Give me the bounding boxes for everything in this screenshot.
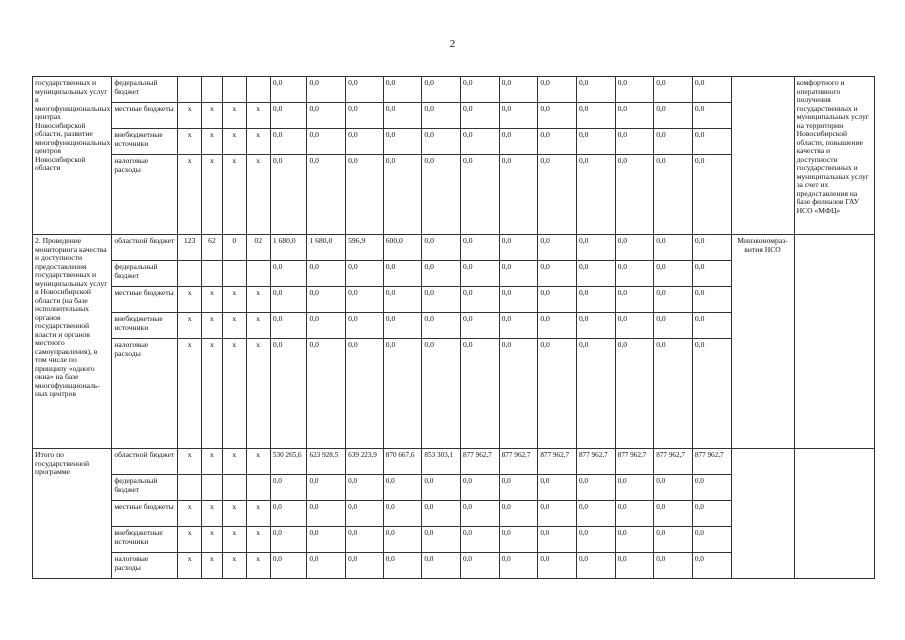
- amount-cell: 0,0: [383, 475, 422, 501]
- amount-cell: 0,0: [383, 261, 422, 287]
- amount-cell: 0,0: [383, 103, 422, 129]
- budget-code-cell: x: [246, 103, 270, 129]
- budget-code-cell: x: [178, 287, 201, 313]
- executor-cell: Минэкономраз-вития НСО: [731, 235, 794, 449]
- budget-code-cell: x: [178, 103, 201, 129]
- activity-name-cell: государственных и муниципальных услуг в многофункциональных центрах Новосибирской области, развитие многофункциональных центров Новосибирской области: [33, 77, 112, 235]
- amount-cell: 877 962,7: [615, 449, 654, 475]
- funding-source-cell: местные бюджеты: [112, 501, 178, 527]
- amount-cell: 853 303,1: [422, 449, 461, 475]
- amount-cell: 0,0: [346, 77, 384, 103]
- budget-code-cell: x: [178, 155, 201, 235]
- budget-code-cell: x: [223, 129, 246, 155]
- amount-cell: 0,0: [270, 475, 307, 501]
- amount-cell: 0,0: [422, 553, 461, 579]
- amount-cell: 0,0: [538, 475, 577, 501]
- amount-cell: 0,0: [383, 313, 422, 339]
- amount-cell: 0,0: [538, 103, 577, 129]
- amount-cell: 0,0: [346, 103, 384, 129]
- amount-cell: 0,0: [346, 155, 384, 235]
- amount-cell: 0,0: [615, 339, 654, 449]
- amount-cell: 0,0: [538, 287, 577, 313]
- budget-code-cell: x: [178, 527, 201, 553]
- amount-cell: 0,0: [499, 261, 538, 287]
- amount-cell: 0,0: [461, 129, 500, 155]
- budget-code-cell: [201, 261, 222, 287]
- funding-source-cell: местные бюджеты: [112, 287, 178, 313]
- amount-cell: 877 962,7: [499, 449, 538, 475]
- amount-cell: 0,0: [538, 501, 577, 527]
- amount-cell: 1 680,0: [307, 235, 346, 261]
- budget-code-cell: x: [201, 527, 222, 553]
- funding-source-cell: налоговые расходы: [112, 155, 178, 235]
- amount-cell: 0,0: [654, 103, 693, 129]
- amount-cell: 0,0: [346, 313, 384, 339]
- activity-name-cell: Итого по государственной программе: [33, 449, 112, 579]
- amount-cell: 0,0: [654, 77, 693, 103]
- amount-cell: 0,0: [538, 313, 577, 339]
- amount-cell: 0,0: [422, 339, 461, 449]
- budget-code-cell: [178, 475, 201, 501]
- amount-cell: 0,0: [461, 527, 500, 553]
- table-row: [33, 77, 875, 103]
- budget-code-cell: [246, 475, 270, 501]
- amount-cell: 0,0: [270, 77, 307, 103]
- amount-cell: 0,0: [422, 261, 461, 287]
- amount-cell: 0,0: [383, 527, 422, 553]
- budget-code-cell: [223, 77, 246, 103]
- budget-code-cell: 62: [201, 235, 222, 261]
- budget-code-cell: x: [246, 339, 270, 449]
- amount-cell: 596,9: [346, 235, 384, 261]
- budget-code-cell: [201, 77, 222, 103]
- amount-cell: 0,0: [692, 287, 731, 313]
- amount-cell: 0,0: [270, 501, 307, 527]
- amount-cell: 0,0: [692, 129, 731, 155]
- amount-cell: 0,0: [654, 339, 693, 449]
- funding-source-cell: внебюджетные источники: [112, 527, 178, 553]
- amount-cell: 0,0: [461, 553, 500, 579]
- amount-cell: 0,0: [538, 235, 577, 261]
- budget-code-cell: x: [201, 155, 222, 235]
- amount-cell: 0,0: [654, 261, 693, 287]
- budget-code-cell: x: [201, 449, 222, 475]
- funding-source-cell: налоговые расходы: [112, 339, 178, 449]
- amount-cell: 0,0: [538, 339, 577, 449]
- budget-code-cell: x: [178, 449, 201, 475]
- amount-cell: 0,0: [461, 77, 500, 103]
- amount-cell: 0,0: [692, 501, 731, 527]
- budget-code-cell: x: [178, 313, 201, 339]
- amount-cell: 0,0: [576, 77, 615, 103]
- budget-code-cell: x: [201, 501, 222, 527]
- budget-code-cell: x: [246, 129, 270, 155]
- amount-cell: 0,0: [538, 129, 577, 155]
- amount-cell: 0,0: [422, 129, 461, 155]
- budget-code-cell: x: [178, 501, 201, 527]
- amount-cell: 0,0: [538, 527, 577, 553]
- amount-cell: 0,0: [615, 155, 654, 235]
- budget-code-cell: x: [246, 527, 270, 553]
- amount-cell: 0,0: [615, 313, 654, 339]
- amount-cell: 0,0: [692, 527, 731, 553]
- budget-code-cell: x: [201, 287, 222, 313]
- amount-cell: 0,0: [576, 261, 615, 287]
- expected-result-cell: [794, 449, 874, 579]
- amount-cell: 0,0: [307, 501, 346, 527]
- amount-cell: 0,0: [576, 527, 615, 553]
- budget-code-cell: [201, 475, 222, 501]
- amount-cell: 0,0: [692, 77, 731, 103]
- amount-cell: 0,0: [422, 287, 461, 313]
- amount-cell: 0,0: [576, 553, 615, 579]
- amount-cell: 0,0: [270, 261, 307, 287]
- amount-cell: 0,0: [307, 527, 346, 553]
- amount-cell: 0,0: [654, 129, 693, 155]
- amount-cell: 0,0: [692, 103, 731, 129]
- amount-cell: 0,0: [654, 501, 693, 527]
- amount-cell: 0,0: [383, 287, 422, 313]
- amount-cell: 870 667,6: [383, 449, 422, 475]
- amount-cell: 600,0: [383, 235, 422, 261]
- amount-cell: 0,0: [499, 553, 538, 579]
- amount-cell: 0,0: [499, 313, 538, 339]
- budget-code-cell: x: [223, 501, 246, 527]
- funding-source-cell: федеральный бюджет: [112, 475, 178, 501]
- amount-cell: 0,0: [270, 155, 307, 235]
- executor-cell: [731, 77, 794, 235]
- budget-code-cell: [246, 261, 270, 287]
- amount-cell: 0,0: [576, 339, 615, 449]
- amount-cell: 0,0: [615, 475, 654, 501]
- budget-code-cell: x: [223, 313, 246, 339]
- budget-code-cell: x: [223, 287, 246, 313]
- amount-cell: 0,0: [346, 553, 384, 579]
- amount-cell: 0,0: [576, 103, 615, 129]
- amount-cell: 0,0: [461, 235, 500, 261]
- amount-cell: 0,0: [654, 235, 693, 261]
- budget-code-cell: x: [246, 449, 270, 475]
- amount-cell: 0,0: [461, 261, 500, 287]
- budget-code-cell: x: [178, 553, 201, 579]
- amount-cell: 0,0: [576, 501, 615, 527]
- amount-cell: 0,0: [576, 129, 615, 155]
- amount-cell: 0,0: [499, 475, 538, 501]
- amount-cell: 0,0: [307, 103, 346, 129]
- amount-cell: 0,0: [692, 339, 731, 449]
- budget-code-cell: [178, 261, 201, 287]
- amount-cell: 0,0: [307, 155, 346, 235]
- budget-code-cell: x: [201, 339, 222, 449]
- amount-cell: 0,0: [654, 287, 693, 313]
- amount-cell: 0,0: [576, 313, 615, 339]
- amount-cell: 0,0: [499, 287, 538, 313]
- amount-cell: 0,0: [615, 103, 654, 129]
- amount-cell: 0,0: [499, 155, 538, 235]
- amount-cell: 0,0: [461, 287, 500, 313]
- amount-cell: 0,0: [383, 501, 422, 527]
- amount-cell: 877 962,7: [576, 449, 615, 475]
- budget-code-cell: [246, 77, 270, 103]
- activity-name-cell: 2. Проведение мониторинга качества и доступности предоставления государственных и муниципальных услуг в Новосибирской области (на базе исполнительных органов государственной власти и органов местного самоуправления), в том числе по принципу «одного окна» на базе многофункциональ-ных центров: [33, 235, 112, 449]
- amount-cell: 0,0: [654, 313, 693, 339]
- budget-table: [32, 76, 875, 579]
- amount-cell: 0,0: [461, 313, 500, 339]
- amount-cell: 0,0: [692, 261, 731, 287]
- amount-cell: 0,0: [461, 155, 500, 235]
- amount-cell: 0,0: [422, 155, 461, 235]
- amount-cell: 0,0: [270, 103, 307, 129]
- budget-code-cell: x: [223, 339, 246, 449]
- funding-source-cell: федеральный бюджет: [112, 77, 178, 103]
- amount-cell: 0,0: [654, 155, 693, 235]
- amount-cell: 877 962,7: [538, 449, 577, 475]
- budget-code-cell: x: [246, 501, 270, 527]
- budget-code-cell: x: [201, 103, 222, 129]
- budget-code-cell: [178, 77, 201, 103]
- amount-cell: 877 962,7: [654, 449, 693, 475]
- budget-code-cell: x: [223, 103, 246, 129]
- amount-cell: 0,0: [461, 103, 500, 129]
- funding-source-cell: внебюджетные источники: [112, 129, 178, 155]
- amount-cell: 877 962,7: [461, 449, 500, 475]
- funding-source-cell: федеральный бюджет: [112, 261, 178, 287]
- amount-cell: 0,0: [538, 77, 577, 103]
- budget-code-cell: x: [201, 313, 222, 339]
- amount-cell: 0,0: [307, 475, 346, 501]
- amount-cell: 0,0: [461, 501, 500, 527]
- amount-cell: 0,0: [422, 313, 461, 339]
- amount-cell: 0,0: [422, 527, 461, 553]
- amount-cell: 0,0: [576, 475, 615, 501]
- amount-cell: 0,0: [615, 553, 654, 579]
- amount-cell: 0,0: [422, 475, 461, 501]
- amount-cell: 0,0: [307, 261, 346, 287]
- amount-cell: 0,0: [692, 313, 731, 339]
- amount-cell: 0,0: [615, 235, 654, 261]
- budget-code-cell: x: [223, 155, 246, 235]
- amount-cell: 0,0: [307, 287, 346, 313]
- amount-cell: 0,0: [499, 77, 538, 103]
- amount-cell: 0,0: [499, 235, 538, 261]
- amount-cell: 0,0: [538, 261, 577, 287]
- amount-cell: 0,0: [576, 155, 615, 235]
- amount-cell: 0,0: [615, 261, 654, 287]
- amount-cell: 0,0: [692, 235, 731, 261]
- amount-cell: 0,0: [422, 235, 461, 261]
- amount-cell: 0,0: [270, 313, 307, 339]
- amount-cell: 0,0: [654, 475, 693, 501]
- budget-code-cell: x: [223, 553, 246, 579]
- amount-cell: 0,0: [461, 475, 500, 501]
- amount-cell: 0,0: [499, 103, 538, 129]
- budget-code-cell: 123: [178, 235, 201, 261]
- amount-cell: 0,0: [307, 77, 346, 103]
- amount-cell: 0,0: [307, 339, 346, 449]
- amount-cell: 0,0: [461, 339, 500, 449]
- amount-cell: 0,0: [383, 339, 422, 449]
- amount-cell: 0,0: [307, 313, 346, 339]
- amount-cell: 0,0: [346, 339, 384, 449]
- amount-cell: 0,0: [346, 501, 384, 527]
- amount-cell: 0,0: [422, 77, 461, 103]
- budget-code-cell: x: [178, 129, 201, 155]
- budget-code-cell: [223, 261, 246, 287]
- amount-cell: 0,0: [307, 129, 346, 155]
- amount-cell: 623 928,5: [307, 449, 346, 475]
- amount-cell: 877 962,7: [692, 449, 731, 475]
- amount-cell: 0,0: [615, 77, 654, 103]
- amount-cell: 1 680,0: [270, 235, 307, 261]
- budget-code-cell: x: [246, 155, 270, 235]
- amount-cell: 0,0: [692, 155, 731, 235]
- table-row: [33, 449, 875, 475]
- amount-cell: 0,0: [270, 129, 307, 155]
- amount-cell: 0,0: [307, 553, 346, 579]
- amount-cell: 0,0: [692, 475, 731, 501]
- amount-cell: 0,0: [576, 235, 615, 261]
- amount-cell: 0,0: [615, 501, 654, 527]
- expected-result-cell: [794, 235, 874, 449]
- budget-code-cell: [223, 475, 246, 501]
- amount-cell: 0,0: [270, 553, 307, 579]
- amount-cell: 0,0: [346, 261, 384, 287]
- amount-cell: 0,0: [270, 527, 307, 553]
- table-row: [33, 235, 875, 261]
- amount-cell: 0,0: [383, 155, 422, 235]
- amount-cell: 0,0: [383, 129, 422, 155]
- budget-code-cell: 0: [223, 235, 246, 261]
- budget-code-cell: x: [178, 339, 201, 449]
- amount-cell: 639 223,9: [346, 449, 384, 475]
- amount-cell: 0,0: [346, 527, 384, 553]
- amount-cell: 0,0: [615, 129, 654, 155]
- budget-code-cell: x: [246, 287, 270, 313]
- amount-cell: 0,0: [346, 129, 384, 155]
- amount-cell: 0,0: [692, 553, 731, 579]
- amount-cell: 0,0: [499, 339, 538, 449]
- amount-cell: 0,0: [383, 77, 422, 103]
- amount-cell: 0,0: [576, 287, 615, 313]
- budget-code-cell: 02: [246, 235, 270, 261]
- amount-cell: 0,0: [538, 155, 577, 235]
- budget-code-cell: x: [223, 527, 246, 553]
- amount-cell: 0,0: [499, 129, 538, 155]
- amount-cell: 530 265,6: [270, 449, 307, 475]
- amount-cell: 0,0: [499, 527, 538, 553]
- amount-cell: 0,0: [615, 527, 654, 553]
- executor-cell: [731, 449, 794, 579]
- funding-source-cell: внебюджетные источники: [112, 313, 178, 339]
- amount-cell: 0,0: [654, 553, 693, 579]
- budget-code-cell: x: [246, 313, 270, 339]
- funding-source-cell: налоговые расходы: [112, 553, 178, 579]
- amount-cell: 0,0: [654, 527, 693, 553]
- amount-cell: 0,0: [422, 501, 461, 527]
- funding-source-cell: местные бюджеты: [112, 103, 178, 129]
- amount-cell: 0,0: [499, 501, 538, 527]
- funding-source-cell: областной бюджет: [112, 235, 178, 261]
- page-number: 2: [449, 38, 456, 50]
- expected-result-cell: комфортного и оперативного получения государственных и муниципальных услуг на территории Новосибирской области, повышение качества и доступности государственных и муниципальных услуг за счет их предоставления на базе филиалов ГАУ НСО «МФЦ»: [794, 77, 874, 235]
- amount-cell: 0,0: [346, 475, 384, 501]
- budget-code-cell: x: [223, 449, 246, 475]
- funding-source-cell: областной бюджет: [112, 449, 178, 475]
- amount-cell: 0,0: [422, 103, 461, 129]
- amount-cell: 0,0: [615, 287, 654, 313]
- budget-code-cell: x: [201, 129, 222, 155]
- amount-cell: 0,0: [538, 553, 577, 579]
- amount-cell: 0,0: [270, 339, 307, 449]
- amount-cell: 0,0: [346, 287, 384, 313]
- amount-cell: 0,0: [270, 287, 307, 313]
- budget-code-cell: x: [246, 553, 270, 579]
- amount-cell: 0,0: [383, 553, 422, 579]
- budget-code-cell: x: [201, 553, 222, 579]
